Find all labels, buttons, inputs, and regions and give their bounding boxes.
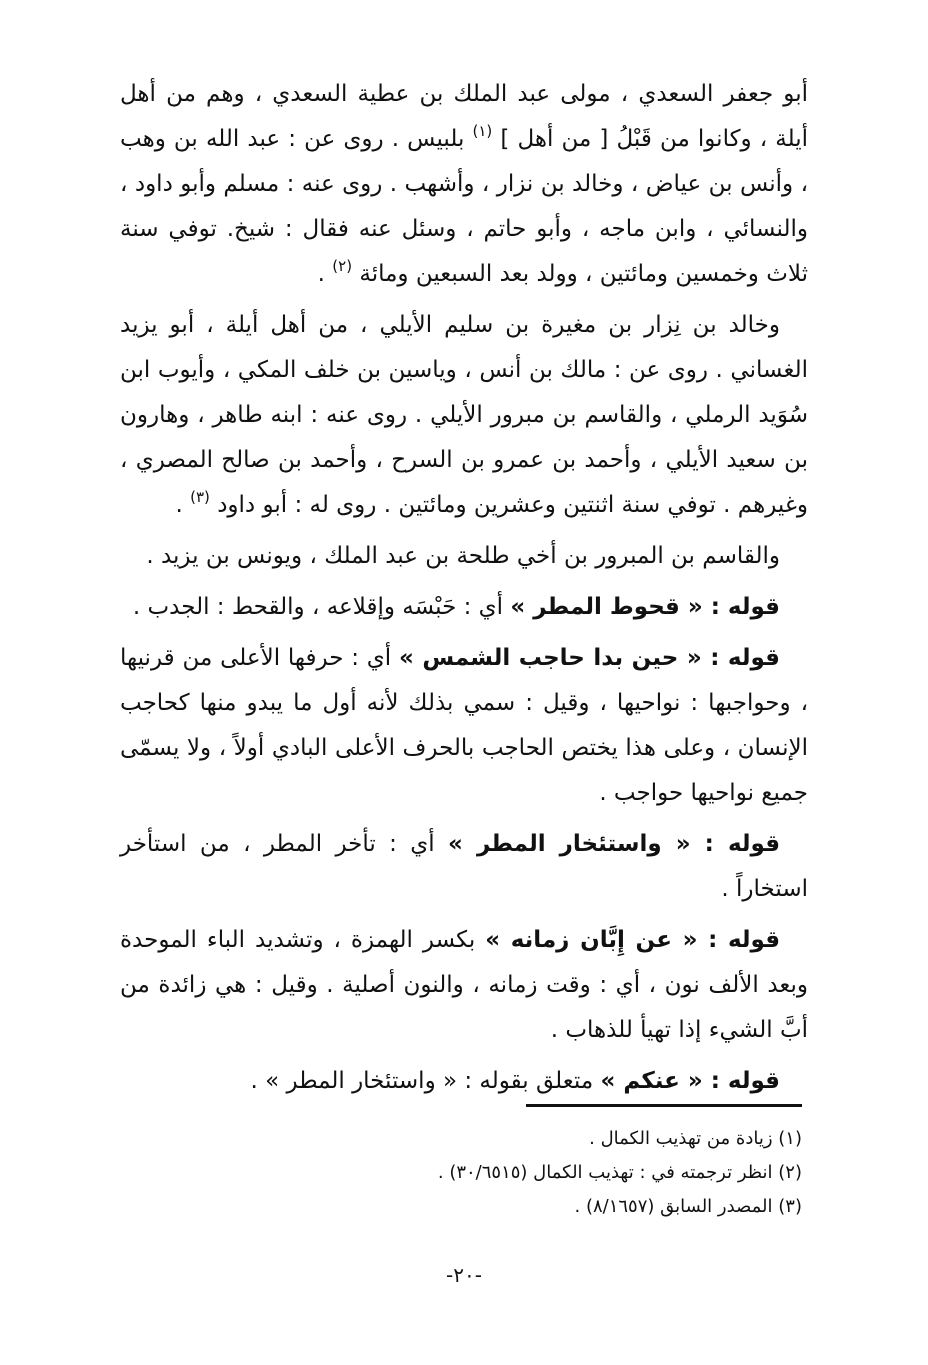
paragraph-4-heading: قوله : « قحوط المطر » [510,594,780,620]
footnote-ref-3: (٣) [190,488,210,506]
paragraph-1-text-b: بلبيس . روى عن : عبد الله بن وهب ، وأنس بن عياض ، وخالد بن نزار ، وأشهب . روى عنه : مسلم وأبو داود ، والنسائي ، وابن ماجه ، وأبو حاتم ، وسئل عنه فقال : شيخ. توفي سنة ثلاث وخمسين ومائتين ، وولد بعد السبعين ومائة [120,126,808,287]
main-text [120,72,808,1110]
paragraph-7-text: بكسر الهمزة ، وتشديد الباء الموحدة وبعد الألف نون ، أي : وقت زمانه ، والنون أصلية . وقيل : هي زائدة من أبَّ الشيء إذا تهيأ للذهاب . [120,927,808,1043]
paragraph-2-text-a: وخالد بن نِزار بن مغيرة بن سليم الأيلي ، من أهل أيلة ، أبو يزيد الغساني . روى عن : مالك بن أنس ، وياسين بن خلف المكي ، وأيوب ابن سُوَيد الرملي ، والقاسم بن مبرور الأيلي . روى عنه : ابنه طاهر ، وهارون بن سعيد الأيلي ، وأحمد بن عمرو بن السرح ، وأحمد بن صالح المصري ، وغيرهم . توفي سنة اثنتين وعشرين ومائتين . روى له : أبو داود [120,312,808,518]
footnote-1: (١) زيادة من تهذيب الكمال . [589,1128,802,1149]
paragraph-6-heading: قوله : « واستئخار المطر » [448,831,781,857]
paragraph-2 [120,303,808,528]
paragraph-5-text: أي : حرفها الأعلى من قرنيها ، وحواجبها : نواحيها ، وقيل : سمي بذلك لأنه أول ما يبدو منها كحاجب الإنسان ، وعلى هذا يختص الحاجب بالحرف الأعلى البادي أولاً ، ولا يسمّى جميع نواحيها حواجب . [120,645,808,806]
paragraph-5-heading: قوله : « حين بدا حاجب الشمس » [399,645,780,671]
footnote-ref-2: (٢) [332,257,353,275]
paragraph-1-text-c: . [317,261,325,287]
paragraph-8-text: متعلق بقوله : « واستئخار المطر » . [250,1068,594,1094]
paragraph-8 [120,1059,808,1104]
footnote-divider [526,1104,802,1107]
paragraph-5 [120,636,808,816]
footnotes [120,1122,802,1224]
paragraph-1-text-a: أبو جعفر السعدي ، مولى عبد الملك بن عطية السعدي ، وهم من أهل أيلة ، وكانوا من قَبْلُ [ من أهل ] [120,81,809,152]
paragraph-7 [120,918,808,1053]
paragraph-2-text-b: . [175,492,183,518]
paragraph-6-text: أي : تأخر المطر ، من استأخر استخاراً . [120,831,808,902]
paragraph-1 [120,72,808,297]
paragraph-3: والقاسم بن المبرور بن أخي طلحة بن عبد الملك ، ويونس بن يزيد . [146,543,780,569]
footnote-ref-1: (١) [472,122,493,140]
paragraph-8-heading: قوله : « عنكم » [600,1068,780,1094]
footnote-2: (٢) انظر ترجمته في : تهذيب الكمال (٣٠/٦٥١٥) . [437,1162,802,1183]
page-number: -٢٠- [446,1263,482,1287]
footnote-3: (٣) المصدر السابق (٨/١٦٥٧) . [574,1196,802,1217]
paragraph-6 [120,822,808,912]
paragraph-7-heading: قوله : « عن إِبَّان زمانه » [485,927,781,953]
paragraph-4-text: أي : حَبْسَه وإقلاعه ، والقحط : الجدب . [132,594,504,620]
paragraph-4 [120,585,808,630]
